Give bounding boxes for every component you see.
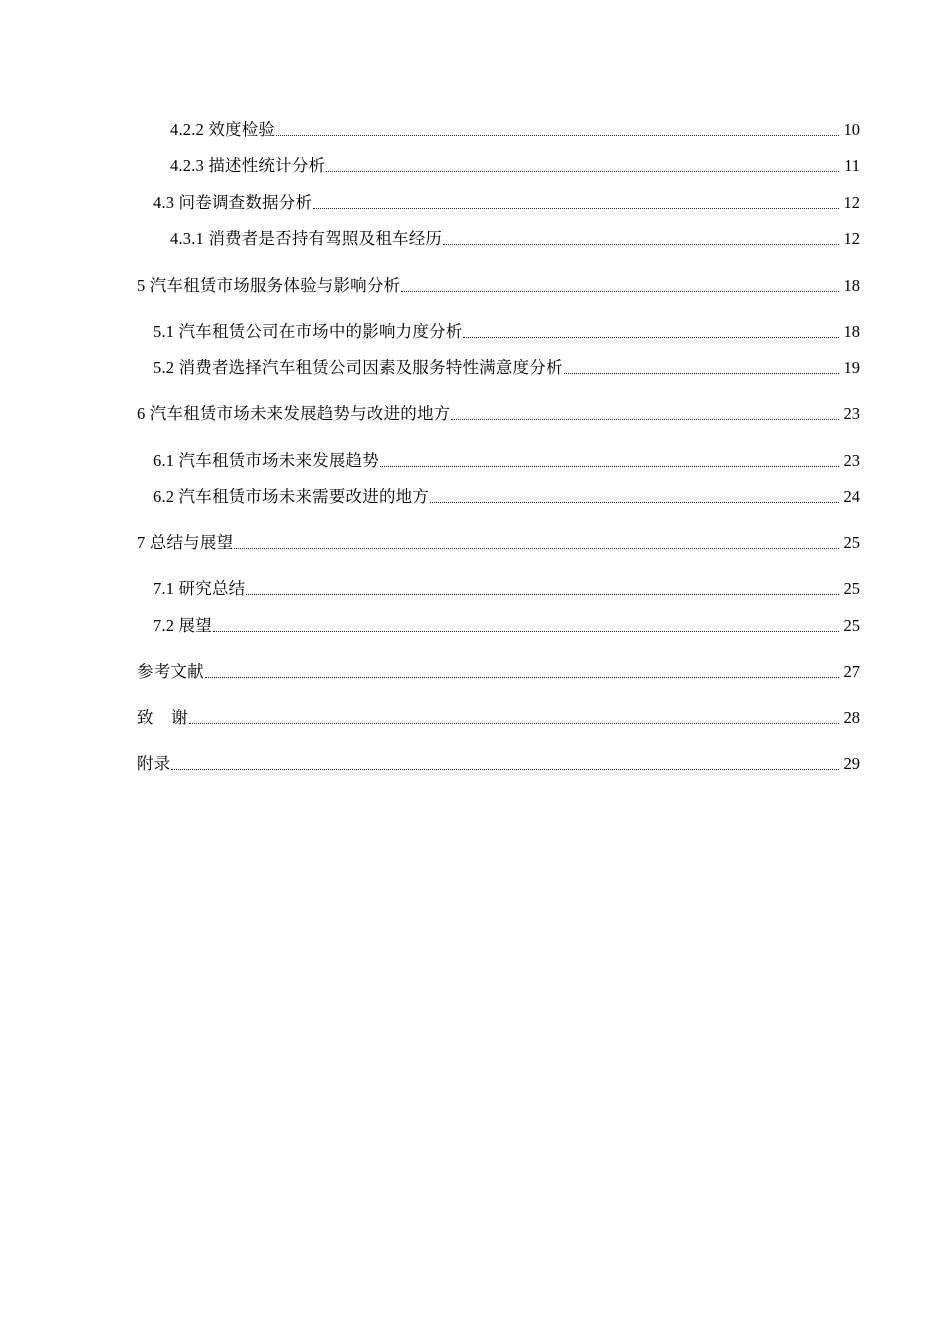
toc-entry-5-2[interactable] [137, 354, 860, 378]
toc-entry-6-2[interactable] [137, 483, 860, 507]
toc-entry-title: 4.3.1 消费者是否持有驾照及租车经历 [170, 229, 443, 248]
toc-entry-7-1[interactable] [137, 575, 860, 599]
toc-entry-page: 25 [843, 533, 860, 552]
toc-entry-title: 5 汽车租赁市场服务体验与影响分析 [137, 276, 401, 295]
toc-dot-leader [442, 229, 840, 249]
toc-entry-title: 致 谢 [137, 708, 188, 727]
toc-entry-page: 28 [843, 708, 860, 727]
toc-entry-7-2[interactable] [137, 612, 860, 636]
toc-dot-leader [379, 451, 840, 471]
toc-entry-page: 18 [843, 322, 860, 341]
toc-entry-title: 4.3 问卷调查数据分析 [153, 193, 313, 212]
toc-entry-acknowledgements[interactable] [137, 704, 860, 728]
toc-entry-page: 19 [843, 358, 860, 377]
toc-entry-page: 10 [843, 120, 860, 139]
toc-dot-leader [325, 156, 840, 176]
toc-dot-leader [245, 579, 840, 599]
toc-dot-leader [563, 358, 840, 378]
toc-dot-leader [400, 276, 840, 296]
toc-entry-title: 7 总结与展望 [137, 533, 234, 552]
toc-entry-appendix[interactable] [137, 750, 860, 774]
toc-entry-page: 23 [843, 404, 860, 423]
toc-dot-leader [429, 487, 840, 507]
toc-entry-title: 6.1 汽车租赁市场未来发展趋势 [153, 451, 379, 470]
toc-entry-4-3[interactable] [137, 189, 860, 213]
toc-entry-references[interactable] [137, 658, 860, 682]
toc-entry-title: 4.2.2 效度检验 [170, 120, 276, 139]
toc-entry-title: 6 汽车租赁市场未来发展趋势与改进的地方 [137, 404, 451, 423]
toc-dot-leader [275, 120, 840, 140]
toc-entry-page: 11 [844, 156, 860, 175]
toc-entry-page: 27 [843, 662, 860, 681]
toc-dot-leader [312, 193, 840, 213]
toc-entry-title: 5.1 汽车租赁公司在市场中的影响力度分析 [153, 322, 463, 341]
toc-dot-leader [233, 533, 840, 553]
toc-entry-title: 6.2 汽车租赁市场未来需要改进的地方 [153, 487, 430, 506]
toc-entry-4-3-1[interactable] [137, 225, 860, 249]
toc-entry-6-1[interactable] [137, 447, 860, 471]
toc-entry-chapter-6[interactable] [137, 400, 860, 424]
toc-dot-leader [170, 754, 840, 774]
toc-entry-page: 23 [843, 451, 860, 470]
toc-entry-page: 25 [843, 579, 860, 598]
toc-dot-leader [462, 322, 840, 342]
toc-dot-leader [450, 404, 840, 424]
toc-entry-title: 7.2 展望 [153, 616, 212, 635]
toc-entry-page: 25 [843, 616, 860, 635]
toc-entry-title: 参考文献 [137, 662, 204, 681]
toc-dot-leader [188, 708, 840, 728]
toc-entry-4-2-2[interactable] [137, 116, 860, 140]
toc-entry-page: 29 [843, 754, 860, 773]
toc-entry-title: 4.2.3 描述性统计分析 [170, 156, 326, 175]
toc-entry-page: 12 [843, 193, 860, 212]
toc-entry-page: 24 [843, 487, 860, 506]
toc-dot-leader [212, 616, 840, 636]
toc-entry-page: 18 [843, 276, 860, 295]
toc-entry-4-2-3[interactable] [137, 152, 860, 176]
toc-entry-title: 7.1 研究总结 [153, 579, 246, 598]
toc-entry-5-1[interactable] [137, 318, 860, 342]
toc-entry-chapter-7[interactable] [137, 529, 860, 553]
toc-entry-title: 附录 [137, 754, 171, 773]
toc-entry-chapter-5[interactable] [137, 272, 860, 296]
toc-entry-title: 5.2 消费者选择汽车租赁公司因素及服务特性满意度分析 [153, 358, 563, 377]
toc-dot-leader [204, 662, 840, 682]
toc-entry-page: 12 [843, 229, 860, 248]
